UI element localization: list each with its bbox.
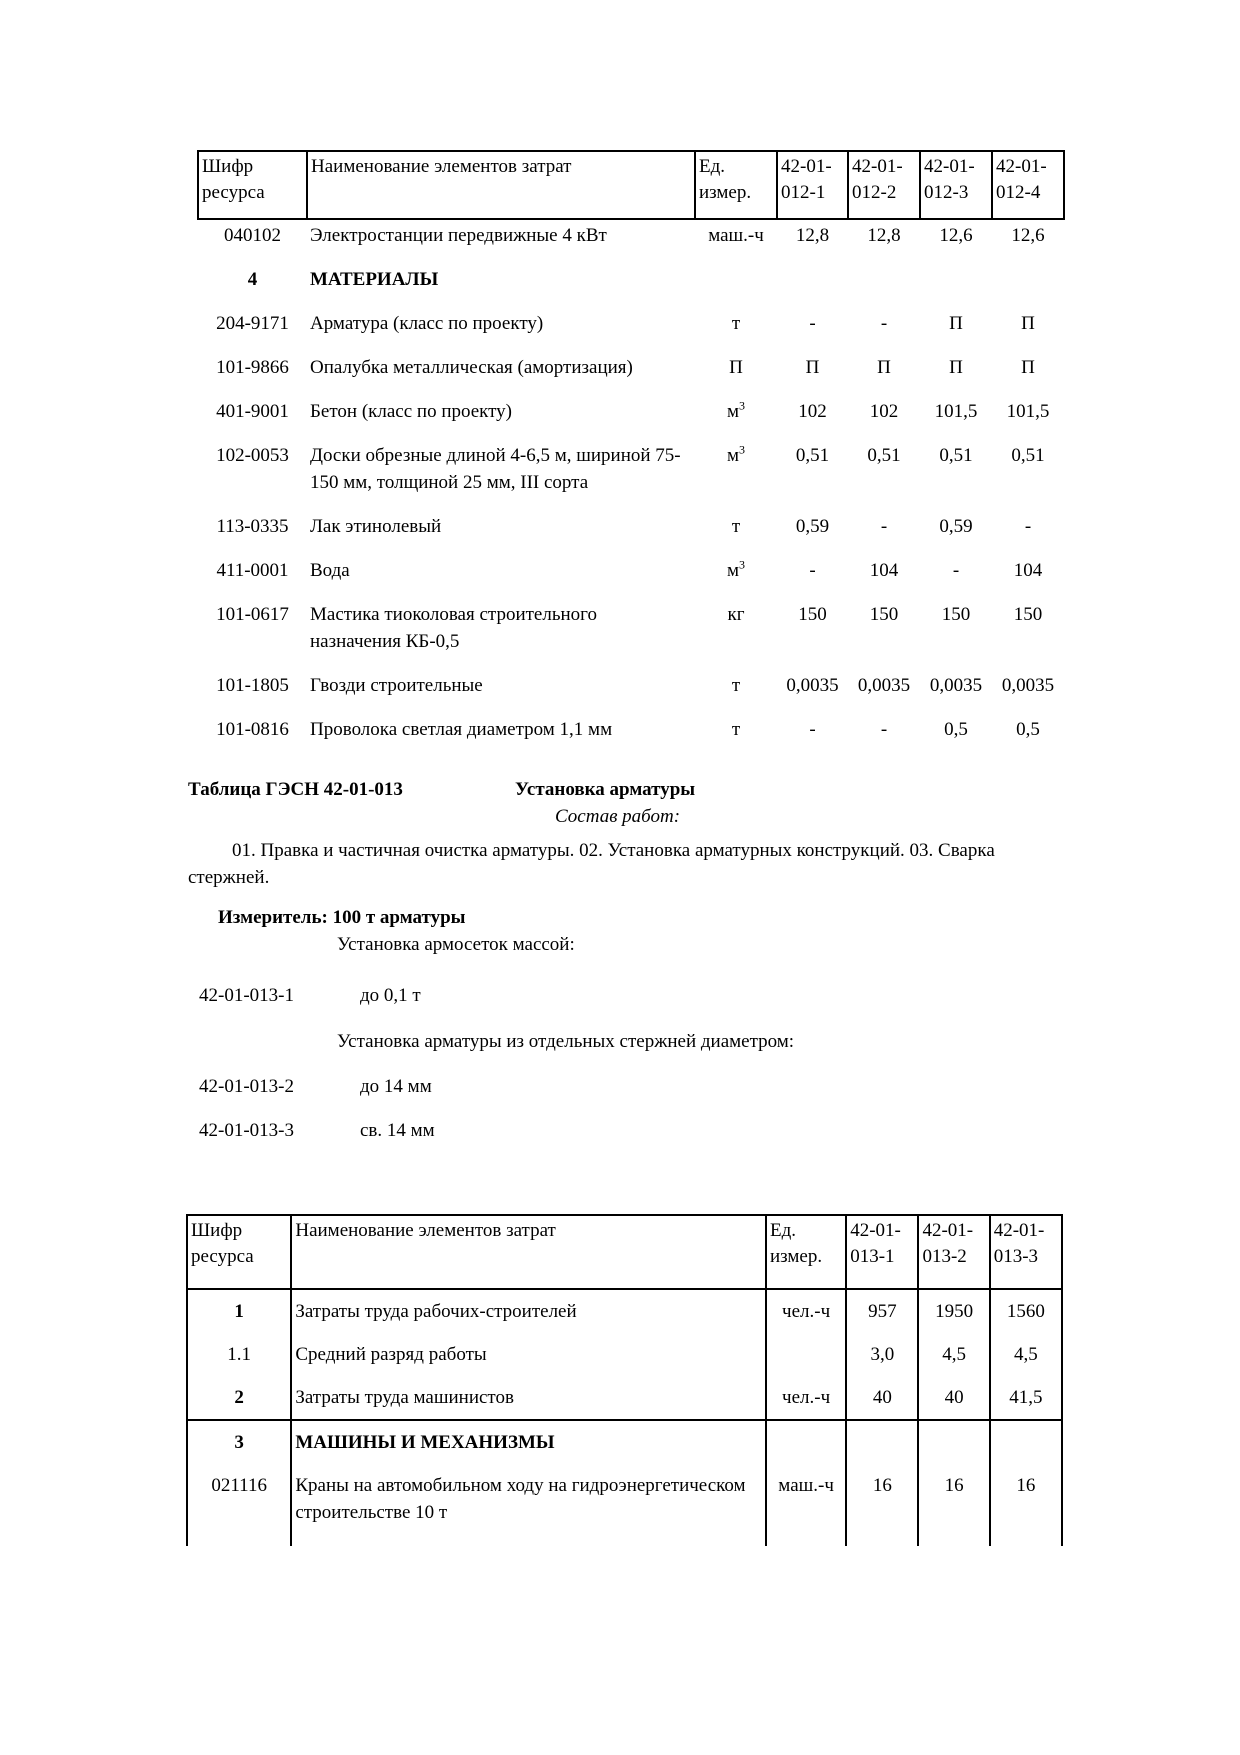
work-heading: Состав работ: [555,806,681,827]
norm-value: 0,51 [1011,445,1045,466]
table-row [187,1289,1062,1333]
norm-value: П [949,357,963,378]
resource-unit: чел.-ч [766,1376,846,1420]
norm-value [848,256,920,300]
resource-name: Арматура (класс по проекту) [310,313,544,334]
norm-value: - [880,719,888,740]
resource-unit [695,706,777,750]
unit-text: м [726,401,740,422]
unit-text: т [731,313,741,334]
resource-unit [695,591,777,662]
resource-unit [695,300,777,344]
norm-value: 0,0035 [786,675,839,696]
table-row [198,300,1064,344]
resource-unit [695,256,777,300]
resource-code: 4 [247,269,258,290]
item-code-2: 42-01-013-2 [199,1076,294,1097]
resource-name: Гвозди строительные [310,675,483,696]
item-code-1: 42-01-013-1 [199,985,294,1006]
resource-name: Опалубка металлическая (амортизация) [310,357,633,378]
norm-value: 104 [869,560,899,581]
group-heading-2: Установка арматуры из отдельных стержней диаметром: [337,1031,795,1052]
norm-value: 102 [869,401,899,422]
resource-code: 2 [187,1376,291,1420]
norm-value: 0,59 [795,516,830,537]
resource-name: Средний разряд работы [291,1333,766,1376]
resource-unit [695,388,777,432]
table-row [198,503,1064,547]
resource-name: Электростанции передвижные 4 кВт [310,225,607,246]
resource-name: Мастика тиоколовая строительного назначения КБ-0,5 [310,604,597,652]
header-norm-1: 42-01- 013-1 [846,1215,918,1289]
unit-text: м [726,560,740,581]
unit-text: маш.-ч [708,225,764,246]
norm-value: - [1024,516,1032,537]
resource-unit [695,344,777,388]
norm-value: 0,51 [795,445,830,466]
unit-text: т [731,516,741,537]
unit-exponent: 3 [739,442,746,457]
norm-value: 101,5 [934,401,978,422]
norm-value: - [809,560,816,581]
resource-code: 1.1 [187,1333,291,1376]
norm-value [918,1420,989,1464]
norm-value: П [1021,313,1035,334]
header-name: Наименование элементов затрат [307,151,695,219]
resource-name: Затраты труда машинистов [291,1376,766,1420]
norm-value: 1950 [918,1289,989,1333]
resource-unit: чел.-ч [766,1289,846,1333]
item-code-3: 42-01-013-3 [199,1120,294,1141]
norm-value: 0,59 [939,516,973,537]
norm-value: 16 [918,1464,989,1546]
table-row [198,662,1064,706]
norm-value [846,1420,918,1464]
resource-code: 3 [187,1420,291,1464]
header-norm-3: 42-01- 012-3 [920,151,992,219]
header-norm-2: 42-01- 013-2 [918,1215,989,1289]
unit-text: П [729,357,743,378]
norm-value: 150 [798,604,827,625]
table-body [198,219,1064,750]
norm-value: - [809,313,816,334]
norm-value: - [880,516,888,537]
resource-code: 101-1805 [216,675,289,696]
norm-value: 16 [846,1464,918,1546]
norm-value: 12,6 [1011,225,1045,246]
item-text-3: св. 14 мм [360,1120,435,1141]
norm-value: - [880,313,888,334]
table-row [198,706,1064,750]
norm-value: - [809,719,816,740]
norm-value: 4,5 [990,1333,1062,1376]
resource-code: 411-0001 [216,560,289,581]
header-norm-4: 42-01- 012-4 [992,151,1064,219]
resource-table-012 [197,150,1065,750]
header-norm-3: 42-01- 013-3 [990,1215,1062,1289]
resource-name: Бетон (класс по проекту) [310,401,513,422]
norm-value: 150 [1013,604,1043,625]
norm-value: 12,6 [939,225,973,246]
header-name: Наименование элементов затрат [291,1215,766,1289]
table-header [198,151,1064,219]
norm-value: 101,5 [1006,401,1050,422]
resource-unit [766,1333,846,1376]
norm-value: 0,0035 [1001,675,1055,696]
norm-value: - [952,560,960,581]
norm-value: 0,5 [1016,719,1040,740]
resource-unit [695,219,777,256]
table-row [187,1333,1062,1376]
unit-exponent: 3 [739,398,746,413]
resource-code: 102-0053 [216,445,289,466]
unit-exponent: 3 [739,557,746,572]
norm-value: 12,8 [867,225,901,246]
resource-name: МАТЕРИАЛЫ [310,269,439,290]
header-unit: Ед. измер. [695,151,777,219]
table-row [198,591,1064,662]
norm-value: 0,0035 [929,675,983,696]
norm-value: 41,5 [990,1376,1062,1420]
table-label: Таблица ГЭСН 42-01-013 [188,779,403,800]
norm-value: П [949,313,963,334]
table-row [187,1464,1062,1546]
norm-value: П [1021,357,1035,378]
norm-value: 12,8 [795,225,830,246]
norm-value [777,256,848,300]
group-heading-1: Установка армосеток массой: [337,934,575,955]
norm-value: 104 [1013,560,1043,581]
unit-text: т [731,719,741,740]
resource-name: МАШИНЫ И МЕХАНИЗМЫ [291,1420,766,1464]
resource-name: Доски обрезные длиной 4-6,5 м, шириной 75-150 мм, толщиной 25 мм, III сорта [310,445,681,493]
table-row [198,344,1064,388]
resource-name: Краны на автомобильном ходу на гидроэнергетическом строительстве 10 т [291,1464,766,1546]
resource-code: 040102 [224,225,281,246]
resource-unit [695,503,777,547]
norm-value: 957 [846,1289,918,1333]
resource-name: Лак этинолевый [310,516,442,537]
resource-table-013 [186,1214,1063,1546]
norm-value: 102 [798,401,827,422]
resource-unit [695,432,777,503]
work-composition-text: 01. Правка и частичная очистка арматуры. 02. Установка арматурных конструкций. 03. Сварка стержней. [188,840,995,888]
norm-value: 0,51 [939,445,973,466]
table-row [198,219,1064,256]
norm-value: 150 [869,604,899,625]
table-row [187,1376,1062,1420]
norm-value: 0,5 [944,719,968,740]
norm-value: 40 [846,1376,918,1420]
resource-code: 101-0816 [216,719,289,740]
norm-value: 150 [941,604,971,625]
resource-unit: маш.-ч [766,1464,846,1546]
header-code: Шифр ресурса [198,151,307,219]
resource-name: Затраты труда рабочих-строителей [291,1289,766,1333]
norm-value: П [877,357,891,378]
resource-code: 101-9866 [216,357,289,378]
unit-text: м [726,445,740,466]
norm-value [990,1420,1062,1464]
table-body [187,1289,1062,1546]
resource-name: Вода [310,560,350,581]
resource-name: Проволока светлая диаметром 1,1 мм [310,719,613,740]
norm-value: 40 [918,1376,989,1420]
norm-value: 1560 [990,1289,1062,1333]
table-row [187,1420,1062,1464]
resource-code: 101-0617 [216,604,289,625]
item-text-1: до 0,1 т [360,985,421,1006]
item-text-2: до 14 мм [360,1076,432,1097]
norm-value: 3,0 [846,1333,918,1376]
norm-value: 16 [990,1464,1062,1546]
header-norm-2: 42-01- 012-2 [848,151,920,219]
unit-text: кг [727,604,745,625]
header-norm-1: 42-01- 012-1 [777,151,848,219]
norm-value: 0,51 [867,445,901,466]
header-code: Шифр ресурса [187,1215,291,1289]
norm-value: 0,0035 [857,675,911,696]
resource-unit [766,1420,846,1464]
unit-text: т [731,675,741,696]
resource-code: 204-9171 [216,313,289,334]
norm-value [992,256,1064,300]
norm-value [920,256,992,300]
norm-value: П [805,357,820,378]
section-title: Установка арматуры [515,779,696,800]
table-header [187,1215,1062,1289]
meter-label: Измеритель: 100 т арматуры [218,907,466,928]
resource-unit [695,547,777,591]
resource-code: 113-0335 [216,516,289,537]
resource-code: 1 [187,1289,291,1333]
resource-unit [695,662,777,706]
table-row [198,256,1064,300]
table-row [198,432,1064,503]
norm-value: 4,5 [918,1333,989,1376]
table-row [198,388,1064,432]
resource-code: 021116 [187,1464,291,1546]
header-unit: Ед. измер. [766,1215,846,1289]
resource-code: 401-9001 [216,401,289,422]
table-row [198,547,1064,591]
